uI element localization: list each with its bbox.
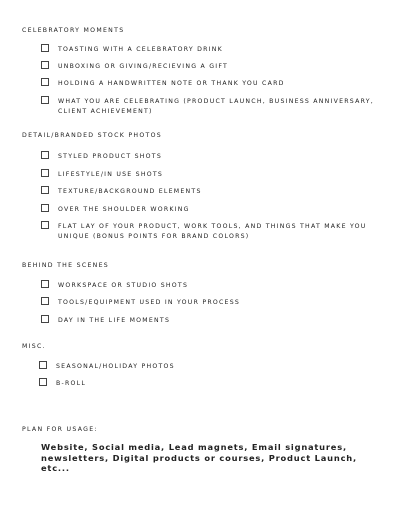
checklist-item-label: WHAT YOU ARE CELEBRATING (PRODUCT LAUNCH, BUSINESS ANNIVERSARY, CLIENT ACHIEVEMENT): [58, 98, 374, 116]
section-heading-detail: DETAIL/BRANDED STOCK PHOTOS: [22, 132, 162, 139]
checkbox[interactable]: [41, 151, 49, 159]
checklist-item-label: LIFESTYLE/IN USE SHOTS: [58, 171, 164, 178]
checklist-item-label: HOLDING A HANDWRITTEN NOTE OR THANK YOU CARD: [58, 80, 285, 87]
section-heading-behind: BEHIND THE SCENES: [22, 262, 110, 269]
checkbox[interactable]: [41, 204, 49, 212]
checklist-item-label: TOASTING WITH A CELEBRATORY DRINK: [58, 46, 223, 53]
checkbox[interactable]: [41, 61, 49, 69]
checklist-item-label: TEXTURE/BACKGROUND ELEMENTS: [58, 188, 202, 195]
usage-heading: PLAN FOR USAGE:: [22, 426, 98, 433]
checklist-item-label: TOOLS/EQUIPMENT USED IN YOUR PROCESS: [58, 299, 241, 306]
checklist-item-label: OVER THE SHOULDER WORKING: [58, 206, 190, 213]
checkbox[interactable]: [41, 186, 49, 194]
checklist-item-label: STYLED PRODUCT SHOTS: [58, 153, 162, 160]
checklist-item-label: FLAT LAY OF YOUR PRODUCT, WORK TOOLS, AND THINGS THAT MAKE YOU UNIQUE (BONUS POINTS FOR BRAND COLORS): [58, 223, 367, 241]
section-heading-celebratory: CELEBRATORY MOMENTS: [22, 27, 125, 34]
checklist-item-label: DAY IN THE LIFE MOMENTS: [58, 317, 171, 324]
checklist-item-label: WORKSPACE OR STUDIO SHOTS: [58, 282, 189, 289]
checkbox[interactable]: [41, 297, 49, 305]
checkbox[interactable]: [41, 44, 49, 52]
checkbox[interactable]: [39, 361, 47, 369]
usage-text: Website, Social media, Lead magnets, Email signatures, newsletters, Digital products or courses, Product Launch, etc...: [41, 442, 357, 473]
checkbox[interactable]: [41, 315, 49, 323]
checkbox[interactable]: [41, 169, 49, 177]
checklist-item-label: UNBOXING OR GIVING/RECIEVING A GIFT: [58, 63, 229, 70]
checklist-item-label: B-ROLL: [56, 380, 87, 387]
checkbox[interactable]: [41, 78, 49, 86]
checkbox[interactable]: [41, 280, 49, 288]
checklist-item-label: SEASONAL/HOLIDAY PHOTOS: [56, 363, 175, 370]
checkbox[interactable]: [41, 221, 49, 229]
checkbox[interactable]: [39, 378, 47, 386]
checkbox[interactable]: [41, 96, 49, 104]
section-heading-misc: MISC.: [22, 343, 46, 350]
